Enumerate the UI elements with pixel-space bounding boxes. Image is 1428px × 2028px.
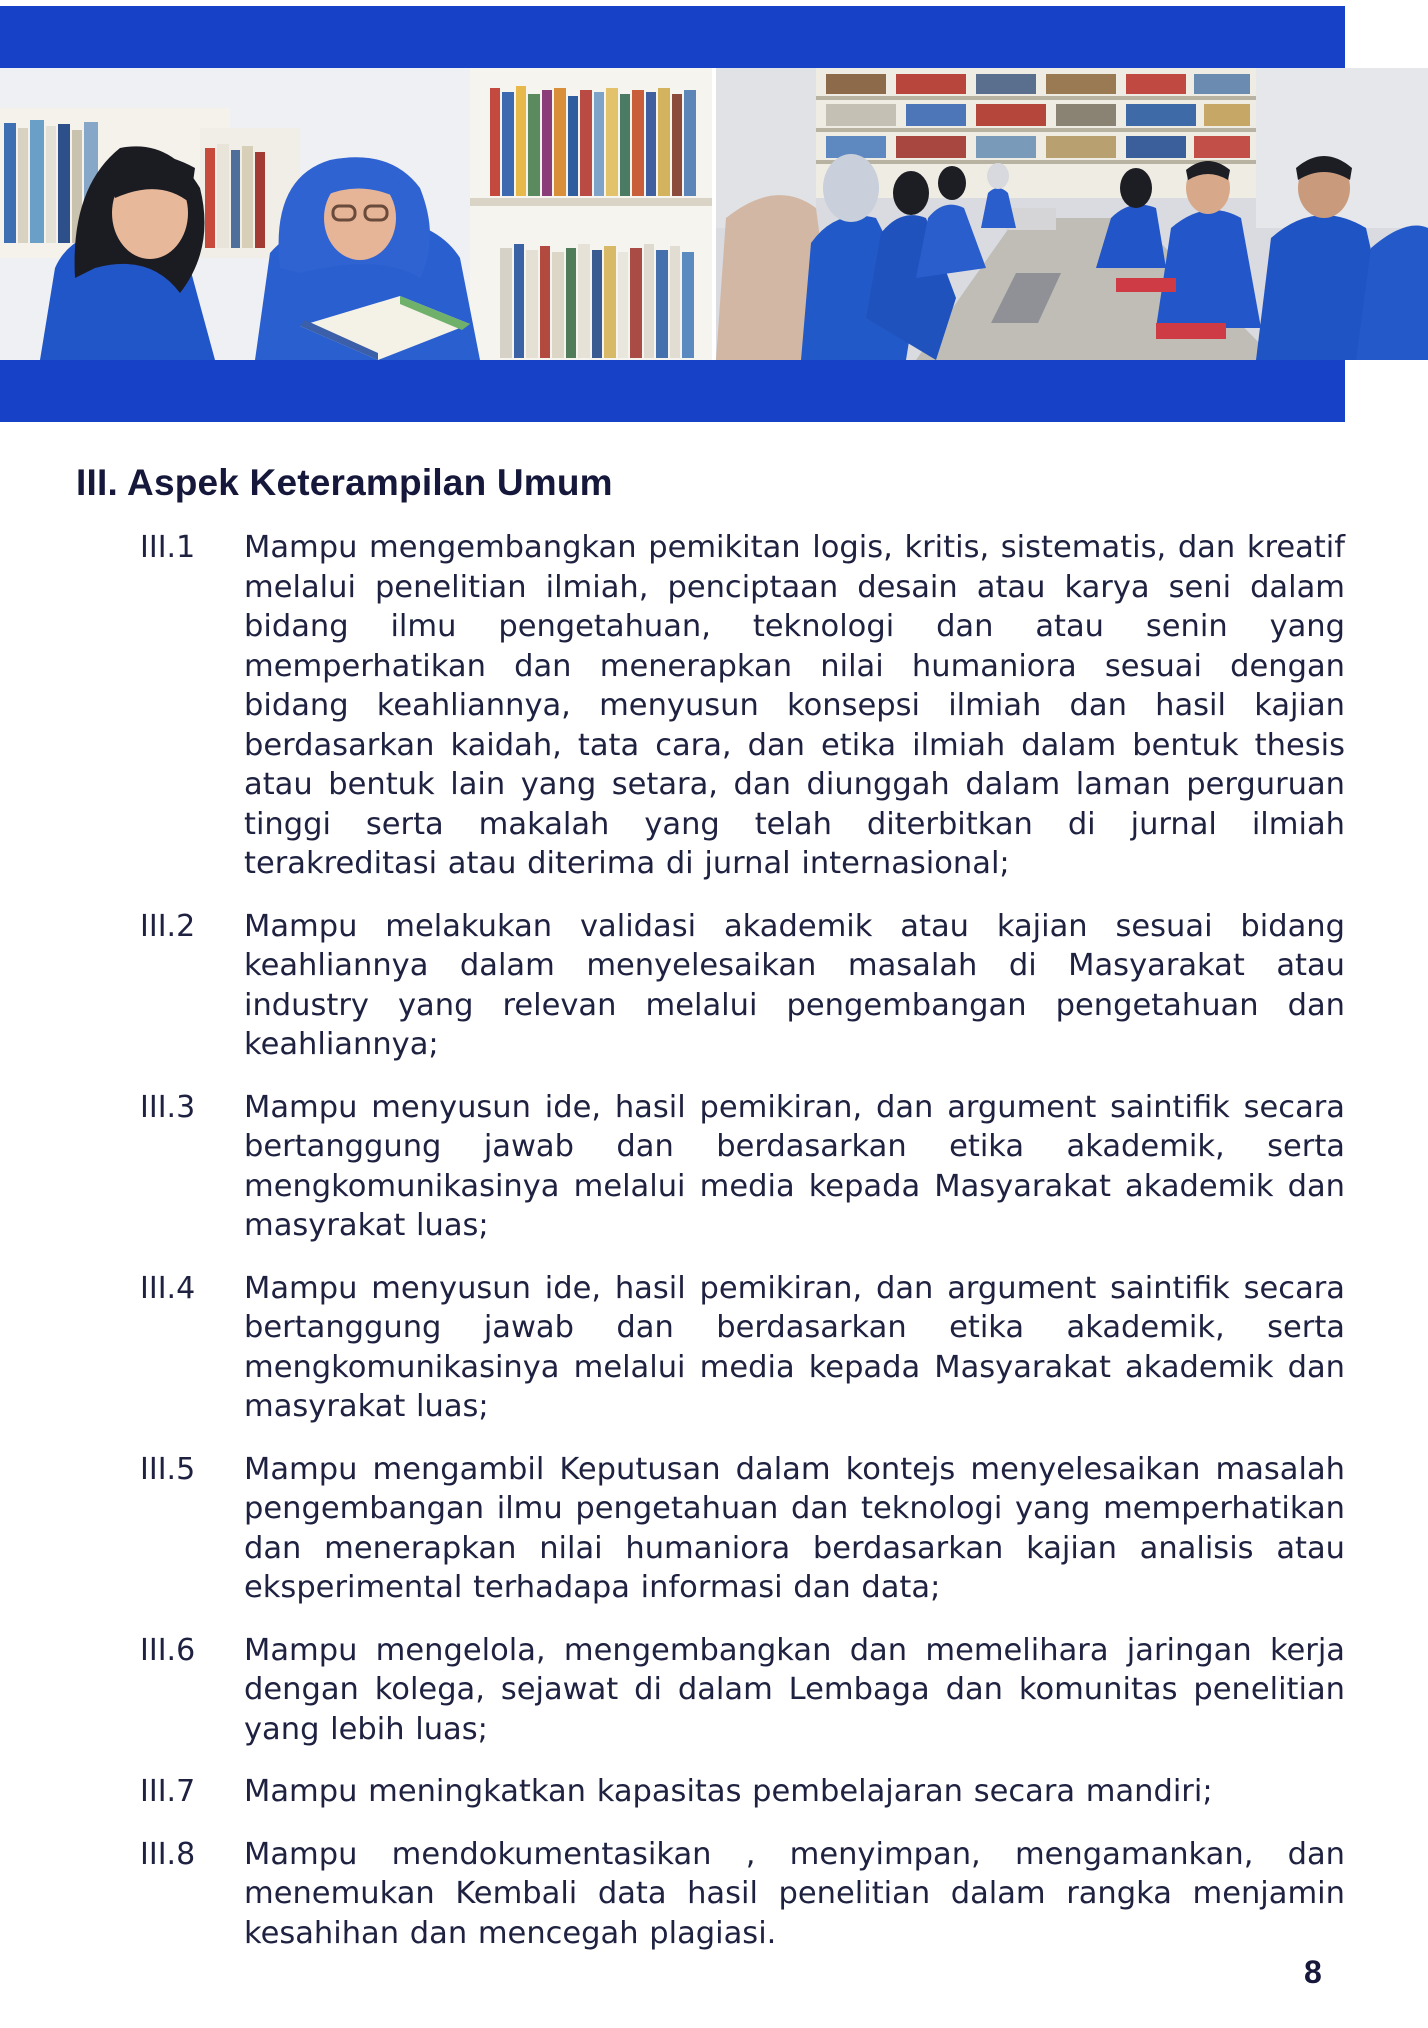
list-item <box>140 528 1345 884</box>
item-number: III.3 <box>140 1089 196 1125</box>
list-item <box>140 1269 1345 1427</box>
item-text: Mampu menyusun ide, hasil pemikiran, dan argument saintifik secara bertanggung jawab dan berdasarkan etika akademik, serta mengkomunikasinya melalui media kepada Masyarakat akademik dan masyrakat luas; <box>244 1089 1345 1243</box>
item-text: Mampu mendokumentasikan , menyimpan, mengamankan, dan menemukan Kembali data hasil penelitian dalam rangka menjamin kesahihan dan mencegah plagiasi. <box>244 1836 1345 1951</box>
item-text: Mampu mengembangkan pemikitan logis, kritis, sistematis, dan kreatif melalui penelitian ilmiah, penciptaan desain atau karya seni dalam bidang ilmu pengetahuan, teknologi dan atau senin yang memperhatikan dan menerapkan nilai humaniora sesuai dengan bidang keahliannya, menyusun konsepsi ilmiah dan hasil kajian berdasarkan kaidah, tata cara, dan etika ilmiah dalam bentuk thesis atau bentuk lain yang setara, dan diunggah dalam laman perguruan tinggi serta makalah yang telah diterbitkan di jurnal ilmiah terakreditasi atau diterima di jurnal internasional; <box>244 530 1345 881</box>
item-text: Mampu menyusun ide, hasil pemikiran, dan argument saintifik secara bertanggung jawab dan berdasarkan etika akademik, serta mengkomunikasinya melalui media kepada Masyarakat akademik dan masyrakat luas; <box>244 1270 1345 1424</box>
list-item <box>140 1088 1345 1246</box>
list-item <box>140 1450 1345 1608</box>
list-item <box>140 1835 1345 1954</box>
item-number: III.2 <box>140 908 196 944</box>
item-number: III.6 <box>140 1632 196 1668</box>
header-banner-top <box>0 6 1345 68</box>
item-text: Mampu mengelola, mengembangkan dan memelihara jaringan kerja dengan kolega, sejawat di dalam Lembaga dan komunitas penelitian yang lebih luas; <box>244 1632 1345 1747</box>
header-banner-bottom <box>0 360 1345 422</box>
item-number: III.7 <box>140 1774 196 1809</box>
list-item <box>140 907 1345 1065</box>
section-title: III. Aspek Keterampilan Umum <box>76 462 613 503</box>
item-number: III.5 <box>140 1451 196 1487</box>
item-text: Mampu mengambil Keputusan dalam kontejs menyelesaikan masalah pengembangan ilmu pengetahuan dan teknologi yang memperhatikan dan menerapkan nilai humaniora berdasarkan kajian analisis atau eksperimental terhadapa informasi dan data; <box>244 1451 1345 1605</box>
photo-meeting-room <box>716 68 1428 360</box>
item-text: Mampu melakukan validasi akademik atau kajian sesuai bidang keahliannya dalam menyelesaikan masalah di Masyarakat atau industry yang relevan melalui pengembangan pengetahuan dan keahliannya; <box>244 908 1345 1062</box>
photo-meeting-room-illustration <box>716 68 1428 360</box>
skills-list <box>140 528 1345 1976</box>
item-number: III.4 <box>140 1270 196 1306</box>
item-text: Mampu meningkatkan kapasitas pembelajaran secara mandiri; <box>244 1774 1213 1809</box>
photo-students-library-illustration <box>0 68 712 360</box>
photo-students-library <box>0 68 712 360</box>
page-number: 8 <box>1304 1954 1322 1990</box>
item-number: III.8 <box>140 1836 196 1872</box>
item-number: III.1 <box>140 530 196 565</box>
list-item <box>140 1772 1345 1812</box>
list-item <box>140 1631 1345 1750</box>
